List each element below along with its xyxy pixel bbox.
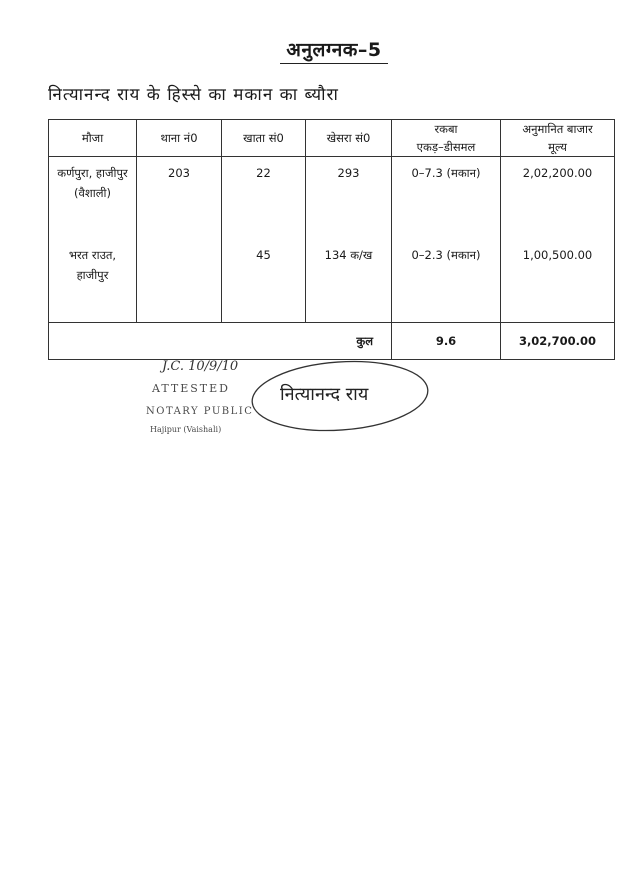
total-rakba: 9.6 [392,323,501,360]
header-mulya-line1: अनुमानित बाजार [522,122,593,136]
cell-rakba: 0–2.3 (मकान) [392,241,501,323]
signature-name: नित्यानन्द राय [280,384,369,405]
attested-text: ATTESTED [152,382,230,395]
page-subtitle: नित्यानन्द राय के हिस्से का मकान का ब्यौरा [48,85,339,105]
header-thana: थाना नं0 [137,120,222,157]
notary-text: NOTARY PUBLIC [146,406,254,417]
header-mulya-line2: मूल्य [548,140,567,154]
cell-khata: 22 [222,157,306,242]
place-text: Hajipur (Vaishali) [150,425,222,434]
header-khesra: खेसरा सं0 [306,120,392,157]
cell-mulya: 1,00,500.00 [501,241,615,323]
cell-rakba: 0–7.3 (मकान) [392,157,501,242]
mauja-line2: (वैशाली) [74,186,111,200]
total-mulya: 3,02,700.00 [501,323,615,360]
header-rakba-line1: रकबा [434,122,458,136]
cell-mauja [49,241,137,323]
cell-khesra: 134 क/ख [306,241,392,323]
cell-thana: 203 [137,157,222,242]
total-row [49,323,615,360]
header-rakba-line2: एकड़–डीसमल [416,140,476,154]
cell-thana [137,241,222,323]
cell-mauja [49,157,137,242]
cell-khata: 45 [222,241,306,323]
page-title [0,36,638,62]
header-mulya [501,120,615,157]
notary-stamp [140,356,440,446]
table-row [49,241,615,323]
annexure-heading: अनुलग्नक–5 [280,39,387,64]
property-table [48,119,615,360]
header-mauja: मौजा [49,120,137,157]
mauja-line2: हाजीपुर [76,268,109,282]
mauja-line1: भरत राउत, [68,248,117,262]
mauja-line1: कर्णपुरा, हाजीपुर [57,166,128,180]
total-blank [49,323,306,360]
cell-mulya: 2,02,200.00 [501,157,615,242]
header-khata: खाता सं0 [222,120,306,157]
cell-khesra: 293 [306,157,392,242]
header-row [49,120,615,157]
signature-initials: J.C. 10/9/10 [162,359,239,374]
table-row [49,157,615,242]
header-rakba [392,120,501,157]
total-label: कुल [306,323,392,360]
